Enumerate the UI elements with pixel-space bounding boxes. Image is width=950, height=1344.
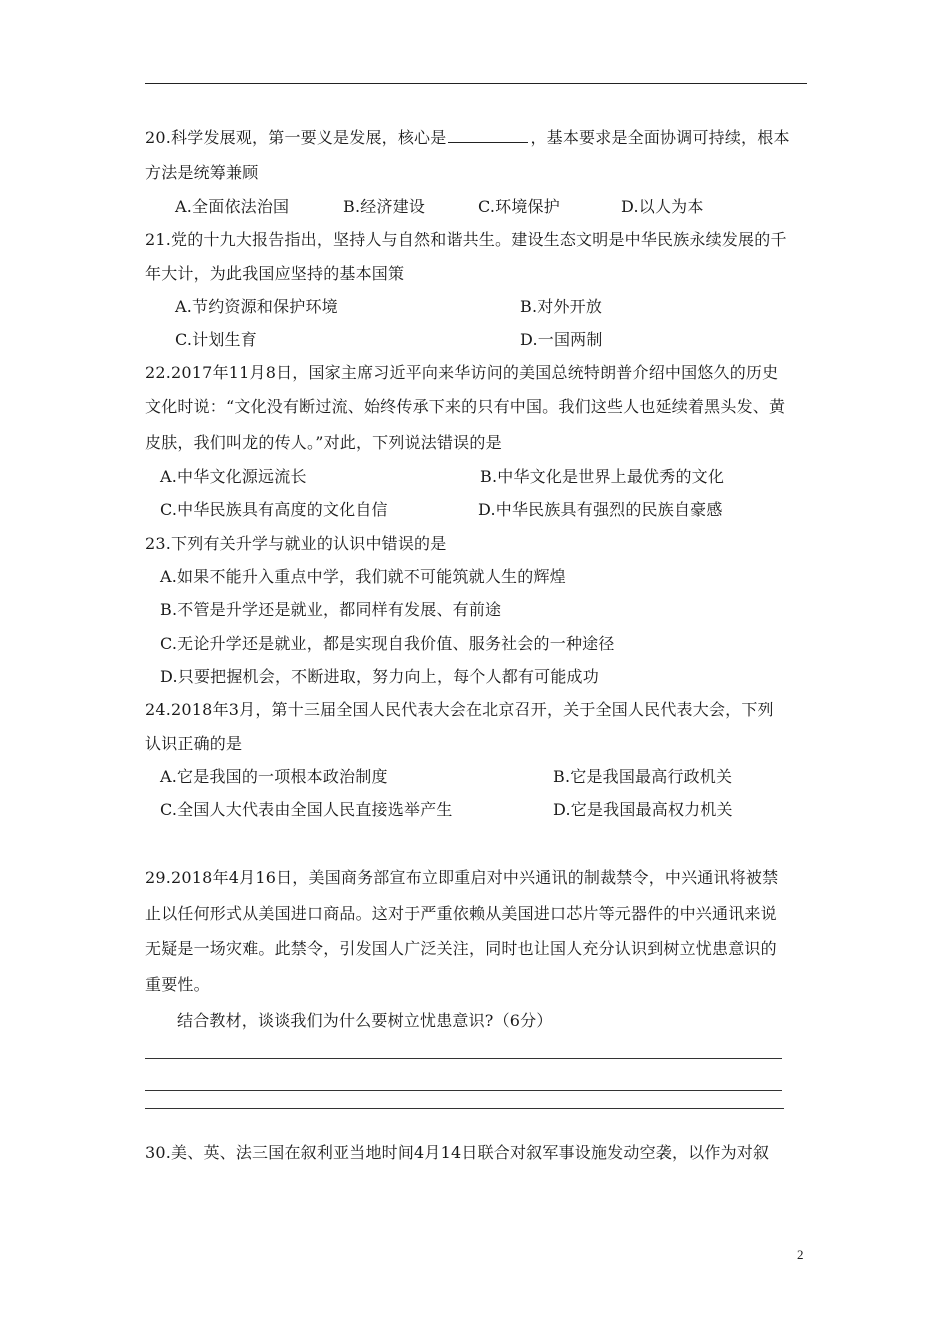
q29-stem-line-3: 无疑是一场灾难。此禁令，引发国人广泛关注，同时也让国人充分认识到树立忧患意识的 <box>145 939 777 958</box>
q23-option-d: D.只要把握机会，不断进取，努力向上，每个人都有可能成功 <box>160 667 599 686</box>
q20-stem-line-2: 方法是统筹兼顾 <box>145 163 259 182</box>
q24-option-c: C.全国人大代表由全国人民直接选举产生 <box>160 800 453 819</box>
q22-stem-line-1: 22.2017年11月8日，国家主席习近平向来华访问的美国总统特朗普介绍中国悠久的历史 <box>145 363 779 382</box>
q21-stem-line-2: 年大计，为此我国应坚持的基本国策 <box>145 264 405 283</box>
q29-prompt: 结合教材，谈谈我们为什么要树立忧患意识?（6分） <box>177 1011 553 1030</box>
q20-stem-part-b: ，基本要求是全面协调可持续，根本 <box>530 128 790 147</box>
q20-stem-part-a: 20.科学发展观，第一要义是发展，核心是 <box>145 128 447 147</box>
q24-stem-line-1: 24.2018年3月，第十三届全国人民代表大会在北京召开，关于全国人民代表大会，下列 <box>145 700 774 719</box>
q20-stem-line-1 <box>145 126 790 149</box>
q22-option-d: D.中华民族具有强烈的民族自豪感 <box>478 500 723 519</box>
q22-option-c: C.中华民族具有高度的文化自信 <box>160 500 388 519</box>
q30-stem-line-1: 30.美、英、法三国在叙利亚当地时间4月14日联合对叙军事设施发动空袭，以作为对叙 <box>145 1143 770 1162</box>
q23-stem-line-1: 23.下列有关升学与就业的认识中错误的是 <box>145 534 447 553</box>
q23-option-b: B.不管是升学还是就业，都同样有发展、有前途 <box>160 600 502 619</box>
q22-option-b: B.中华文化是世界上最优秀的文化 <box>480 467 725 486</box>
q20-option-d: D.以人为本 <box>621 197 704 216</box>
q22-option-a: A.中华文化源远流长 <box>160 467 307 486</box>
q20-option-c: C.环境保护 <box>478 197 560 216</box>
q21-option-d: D.一国两制 <box>520 330 603 349</box>
q21-option-c: C.计划生育 <box>175 330 257 349</box>
q29-stem-line-2: 止以任何形式从美国进口商品。这对于严重依赖从美国进口芯片等元器件的中兴通讯来说 <box>145 904 777 923</box>
q24-stem-line-2: 认识正确的是 <box>145 734 243 753</box>
q22-stem-line-2: 文化时说：“文化没有断过流、始终传承下来的只有中国。我们这些人也延续着黑头发、黄 <box>145 397 786 416</box>
q24-option-d: D.它是我国最高权力机关 <box>553 800 733 819</box>
q29-stem-line-1: 29.2018年4月16日，美国商务部宣布立即重启对中兴通讯的制裁禁令，中兴通讯将被禁 <box>145 868 779 887</box>
q29-stem-line-4: 重要性。 <box>145 975 210 994</box>
q23-option-c: C.无论升学还是就业，都是实现自我价值、服务社会的一种途径 <box>160 634 615 653</box>
q29-answer-line-2[interactable] <box>145 1090 782 1091</box>
header-rule <box>145 83 807 84</box>
q21-option-b: B.对外开放 <box>520 297 603 316</box>
q29-answer-line-1[interactable] <box>145 1058 782 1059</box>
q20-option-b: B.经济建设 <box>343 197 426 216</box>
q20-option-a: A.全面依法治国 <box>175 197 290 216</box>
page-number: 2 <box>797 1247 804 1262</box>
q20-answer-blank[interactable] <box>448 126 528 143</box>
q21-stem-line-1: 21.党的十九大报告指出，坚持人与自然和谐共生。建设生态文明是中华民族永续发展的千 <box>145 230 787 249</box>
q22-stem-line-3: 皮肤，我们叫龙的传人。”对此，下列说法错误的是 <box>145 433 502 452</box>
q23-option-a: A.如果不能升入重点中学，我们就不可能筑就人生的辉煌 <box>160 567 566 586</box>
q29-answer-line-3[interactable] <box>145 1108 784 1109</box>
q21-option-a: A.节约资源和保护环境 <box>175 297 338 316</box>
q24-option-a: A.它是我国的一项根本政治制度 <box>160 767 388 786</box>
q24-option-b: B.它是我国最高行政机关 <box>553 767 733 786</box>
